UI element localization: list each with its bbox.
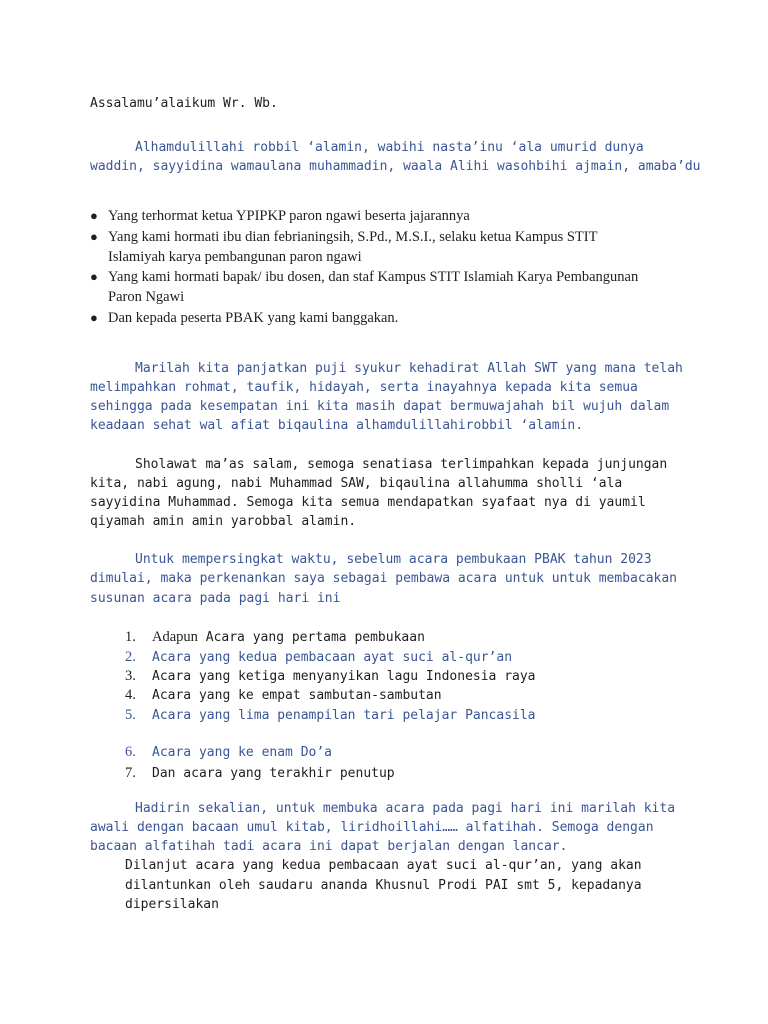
agenda-item-1: 1. Adapun Acara yang pertama pembukaan	[125, 629, 425, 645]
document-page: Assalamu’alaikum Wr. Wb. Alhamdulillahi robbil ‘alamin, wabihi nasta’inu ‘ala umurid dunya waddin, sayyidina wamaulana muhammadin, waala Alihi wasohbihi ajmain, amaba’du ● Yang terhormat ketua YPIPKP paron ngawi beserta jajarannya ● Yang kami hormati ibu dian febrianingsih, S.Pd., M.S.I., selaku ketua Kampus STIT Islamiyah karya pembangunan paron ngawi ● Yang kami hormati bapak/ ibu dosen, dan staf Kampus STIT Islamiah Karya Pembangunan Paron Ngawi ● Dan kepada peserta PBAK yang kami banggakan. Marilah kita panjatkan puji syukur kehadirat Allah SWT yang mana telah melimpahkan rohmat, taufik, hidayah, serta inayahnya kepada kita semua sehingga pada kesempatan ini kita masih dapat bermuwajahah bil wujuh dalam keadaan sehat wal afiat biqaulina alhamdulillahirobbil ‘alamin. Sholawat ma’as salam, semoga senatiasa terlimpahkan kepada junjungan kita, nabi agung, nabi Muhammad SAW, biqaulina allahumma sholli ‘ala sayyidina Muhammad. Semoga kita semua mendapatkan syafaat nya di yaumil qiyamah amin amin yarobbal alamin. Untuk mempersingkat waktu, sebelum acara pembukaan PBAK tahun 2023 dimulai, maka perkenankan saya sebagai pembawa acara untuk untuk membacakan susunan acara pada pagi hari ini 1. Adapun Acara yang pertama pembukaan 2. Acara yang kedua pembacaan ayat suci al-qur’an 3. Acara yang ketiga menyanyikan lagu Indonesia raya 4. Acara yang ke empat sambutan-sambutan 5. Acara yang lima penampilan tari pelajar Pancasila 6. Acara yang ke enam Do’a 7. Dan acara yang terakhir penutup Hadirin sekalian, untuk membuka acara pada pagi hari ini marilah kita awali dengan bacaan umul kitab, liridhoillahi…… alfatihah. Semoga dengan bacaan alfatihah tadi acara ini dapat berjalan dengan lancar. Dilanjut acara yang kedua pembacaan ayat suci al-qur’an, yang akan dilantunkan oleh saudaru ananda Khusnul Prodi PAI smt 5, kepadanya dipersilakan	[90, 96, 701, 912]
agenda-item-7: 7. Dan acara yang terakhir penutup	[125, 765, 395, 781]
agenda-item-4: 4. Acara yang ke empat sambutan-sambutan	[125, 687, 442, 703]
agenda-item-5: 5. Acara yang lima penampilan tari pelajar Pancasila	[125, 707, 536, 723]
agenda-item-6: 6. Acara yang ke enam Do’a	[125, 744, 333, 760]
bullet-icon: ●	[90, 229, 98, 244]
bullet-icon: ●	[90, 310, 98, 325]
bullet-icon: ●	[90, 269, 98, 284]
bullet-icon: ●	[90, 208, 98, 223]
agenda-item-3: 3. Acara yang ketiga menyanyikan lagu Indonesia raya	[125, 668, 536, 684]
intro-line-2: waddin, sayyidina wamaulana muhammadin, waala Alihi wasohbihi ajmain, amaba’du	[90, 159, 701, 174]
agenda-item-2: 2. Acara yang kedua pembacaan ayat suci al-qur’an	[125, 649, 513, 665]
intro-line-1: Alhamdulillahi robbil ‘alamin, wabihi nasta’inu ‘ala umurid dunya	[135, 140, 644, 155]
greeting: Assalamu’alaikum Wr. Wb.	[90, 96, 278, 111]
